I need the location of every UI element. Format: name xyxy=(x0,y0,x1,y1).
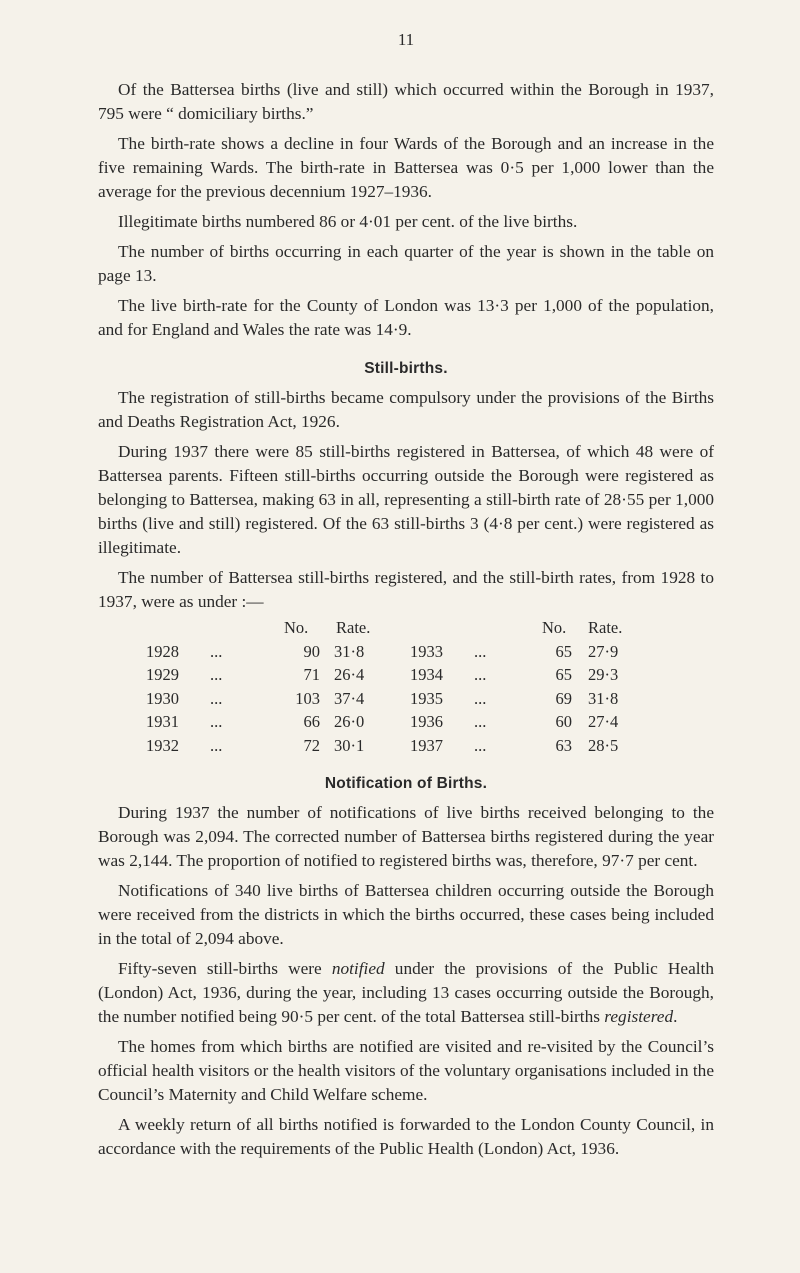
rate-cell: 31·8 xyxy=(334,641,365,661)
table-header-row xyxy=(98,616,714,640)
leader-dots: ... xyxy=(474,665,487,684)
year-cell: 1928 xyxy=(146,641,179,661)
notification-paragraph: The homes from which births are notified are visited and re-visited by the Council’s official health visitors or the health visitors of the voluntary organisations included in the Council’s Maternity and Child Welfare scheme. xyxy=(98,1037,714,1104)
number-cell: 71 xyxy=(303,665,320,684)
text-run: under the provisions of the Public Health (London) Act, 1936, during the year, including 13 cases occurring outside the Borough, the number notified being 90·5 per cent. of the total Battersea still-births xyxy=(98,959,714,1026)
number-cell: 103 xyxy=(295,688,320,708)
stillbirths-paragraph: During 1937 there were 85 still-births registered in Battersea, of which 48 were of Battersea parents. Fifteen still-births occurring outside the Borough were registered as belonging to Battersea, making 63 in all, representing a still-birth rate of 28·55 per 1,000 births (live and still) registered. Of the 63 still-births 3 (4·8 per cent.) were registered as illegitimate. xyxy=(98,442,714,557)
rate-cell: 31·8 xyxy=(588,688,619,708)
notification-paragraph: During 1937 the number of notifications of live births received belonging to the Borough was 2,094. The corrected number of Battersea births registered during the year was 2,144. The proportion of notified to registered births was, therefore, 97·7 per cent. xyxy=(98,803,714,870)
year-cell: 1934 xyxy=(410,665,443,684)
intro-paragraph: The live birth-rate for the County of London was 13·3 per 1,000 of the population, and for England and Wales the rate was 14·9. xyxy=(98,296,714,339)
stillbirths-heading: Still-births. xyxy=(364,360,448,377)
document-page xyxy=(98,30,714,1167)
table-row xyxy=(98,687,714,711)
leader-dots: ... xyxy=(210,641,223,661)
table-row xyxy=(98,663,714,687)
notification-paragraph xyxy=(98,957,714,1029)
year-cell: 1932 xyxy=(146,735,179,755)
intro-paragraph: Of the Battersea births (live and still) which occurred within the Borough in 1937, 795 were “ domiciliary births.” xyxy=(98,80,714,123)
intro-paragraph: Illegitimate births numbered 86 or 4·01 per cent. of the live births. xyxy=(118,212,578,231)
rate-cell: 27·9 xyxy=(588,641,619,661)
rate-cell: 37·4 xyxy=(334,688,365,708)
number-cell: 63 xyxy=(555,735,572,755)
notification-paragraph: Notifications of 340 live births of Battersea children occurring outside the Borough were received from the districts in which the births occurred, these cases being included in the total of 2,094 above. xyxy=(98,881,714,948)
year-cell: 1933 xyxy=(410,641,443,661)
stillbirth-rates-table xyxy=(98,616,714,757)
text-run: . xyxy=(673,1007,678,1026)
rate-cell: 26·4 xyxy=(334,665,365,684)
rate-cell: 28·5 xyxy=(588,735,619,755)
number-cell: 60 xyxy=(555,712,572,731)
column-header-rate: Rate. xyxy=(336,618,371,637)
table-row xyxy=(98,710,714,734)
intro-paragraph: The birth-rate shows a decline in four Wards of the Borough and an increase in the five remaining Wards. The birth-rate in Battersea was 0·5 per 1,000 lower than the average for the previous decennium 1927–1936. xyxy=(98,134,714,201)
leader-dots: ... xyxy=(474,712,487,731)
year-cell: 1930 xyxy=(146,688,179,708)
number-cell: 69 xyxy=(555,688,572,708)
notification-paragraph: A weekly return of all births notified is forwarded to the London County Council, in accordance with the requirements of the Public Health (London) Act, 1936. xyxy=(98,1115,714,1158)
rate-cell: 26·0 xyxy=(334,712,365,731)
leader-dots: ... xyxy=(210,665,223,684)
stillbirths-paragraph: The registration of still-births became compulsory under the provisions of the Births and Deaths Registration Act, 1926. xyxy=(98,388,714,431)
number-cell: 65 xyxy=(555,641,572,661)
column-header-no: No. xyxy=(284,618,309,637)
leader-dots: ... xyxy=(210,712,223,731)
italic-notified: notified xyxy=(331,959,385,978)
leader-dots: ... xyxy=(474,735,487,755)
number-cell: 72 xyxy=(303,735,320,755)
text-run: Fifty-seven still-births were xyxy=(118,959,332,978)
rate-cell: 29·3 xyxy=(588,665,619,684)
year-cell: 1936 xyxy=(410,712,443,731)
number-cell: 65 xyxy=(555,665,572,684)
year-cell: 1935 xyxy=(410,688,443,708)
page-number: 11 xyxy=(397,30,415,49)
leader-dots: ... xyxy=(210,735,223,755)
italic-registered: registered xyxy=(604,1007,674,1026)
leader-dots: ... xyxy=(210,688,223,708)
table-row xyxy=(98,640,714,664)
table-row xyxy=(98,734,714,758)
column-header-rate: Rate. xyxy=(588,618,623,637)
intro-paragraph: The number of births occurring in each quarter of the year is shown in the table on page 13. xyxy=(98,242,714,285)
notification-heading: Notification of Births. xyxy=(324,775,488,792)
leader-dots: ... xyxy=(474,641,487,661)
stillbirths-paragraph: The number of Battersea still-births registered, and the still-birth rates, from 1928 to 1937, were as under :— xyxy=(98,568,714,611)
number-cell: 66 xyxy=(303,712,320,731)
rate-cell: 27·4 xyxy=(588,712,619,731)
rate-cell: 30·1 xyxy=(334,735,365,755)
leader-dots: ... xyxy=(474,688,487,708)
year-cell: 1931 xyxy=(146,712,179,731)
column-header-no: No. xyxy=(542,618,567,637)
year-cell: 1937 xyxy=(410,735,443,755)
number-cell: 90 xyxy=(303,641,320,661)
year-cell: 1929 xyxy=(146,665,179,684)
